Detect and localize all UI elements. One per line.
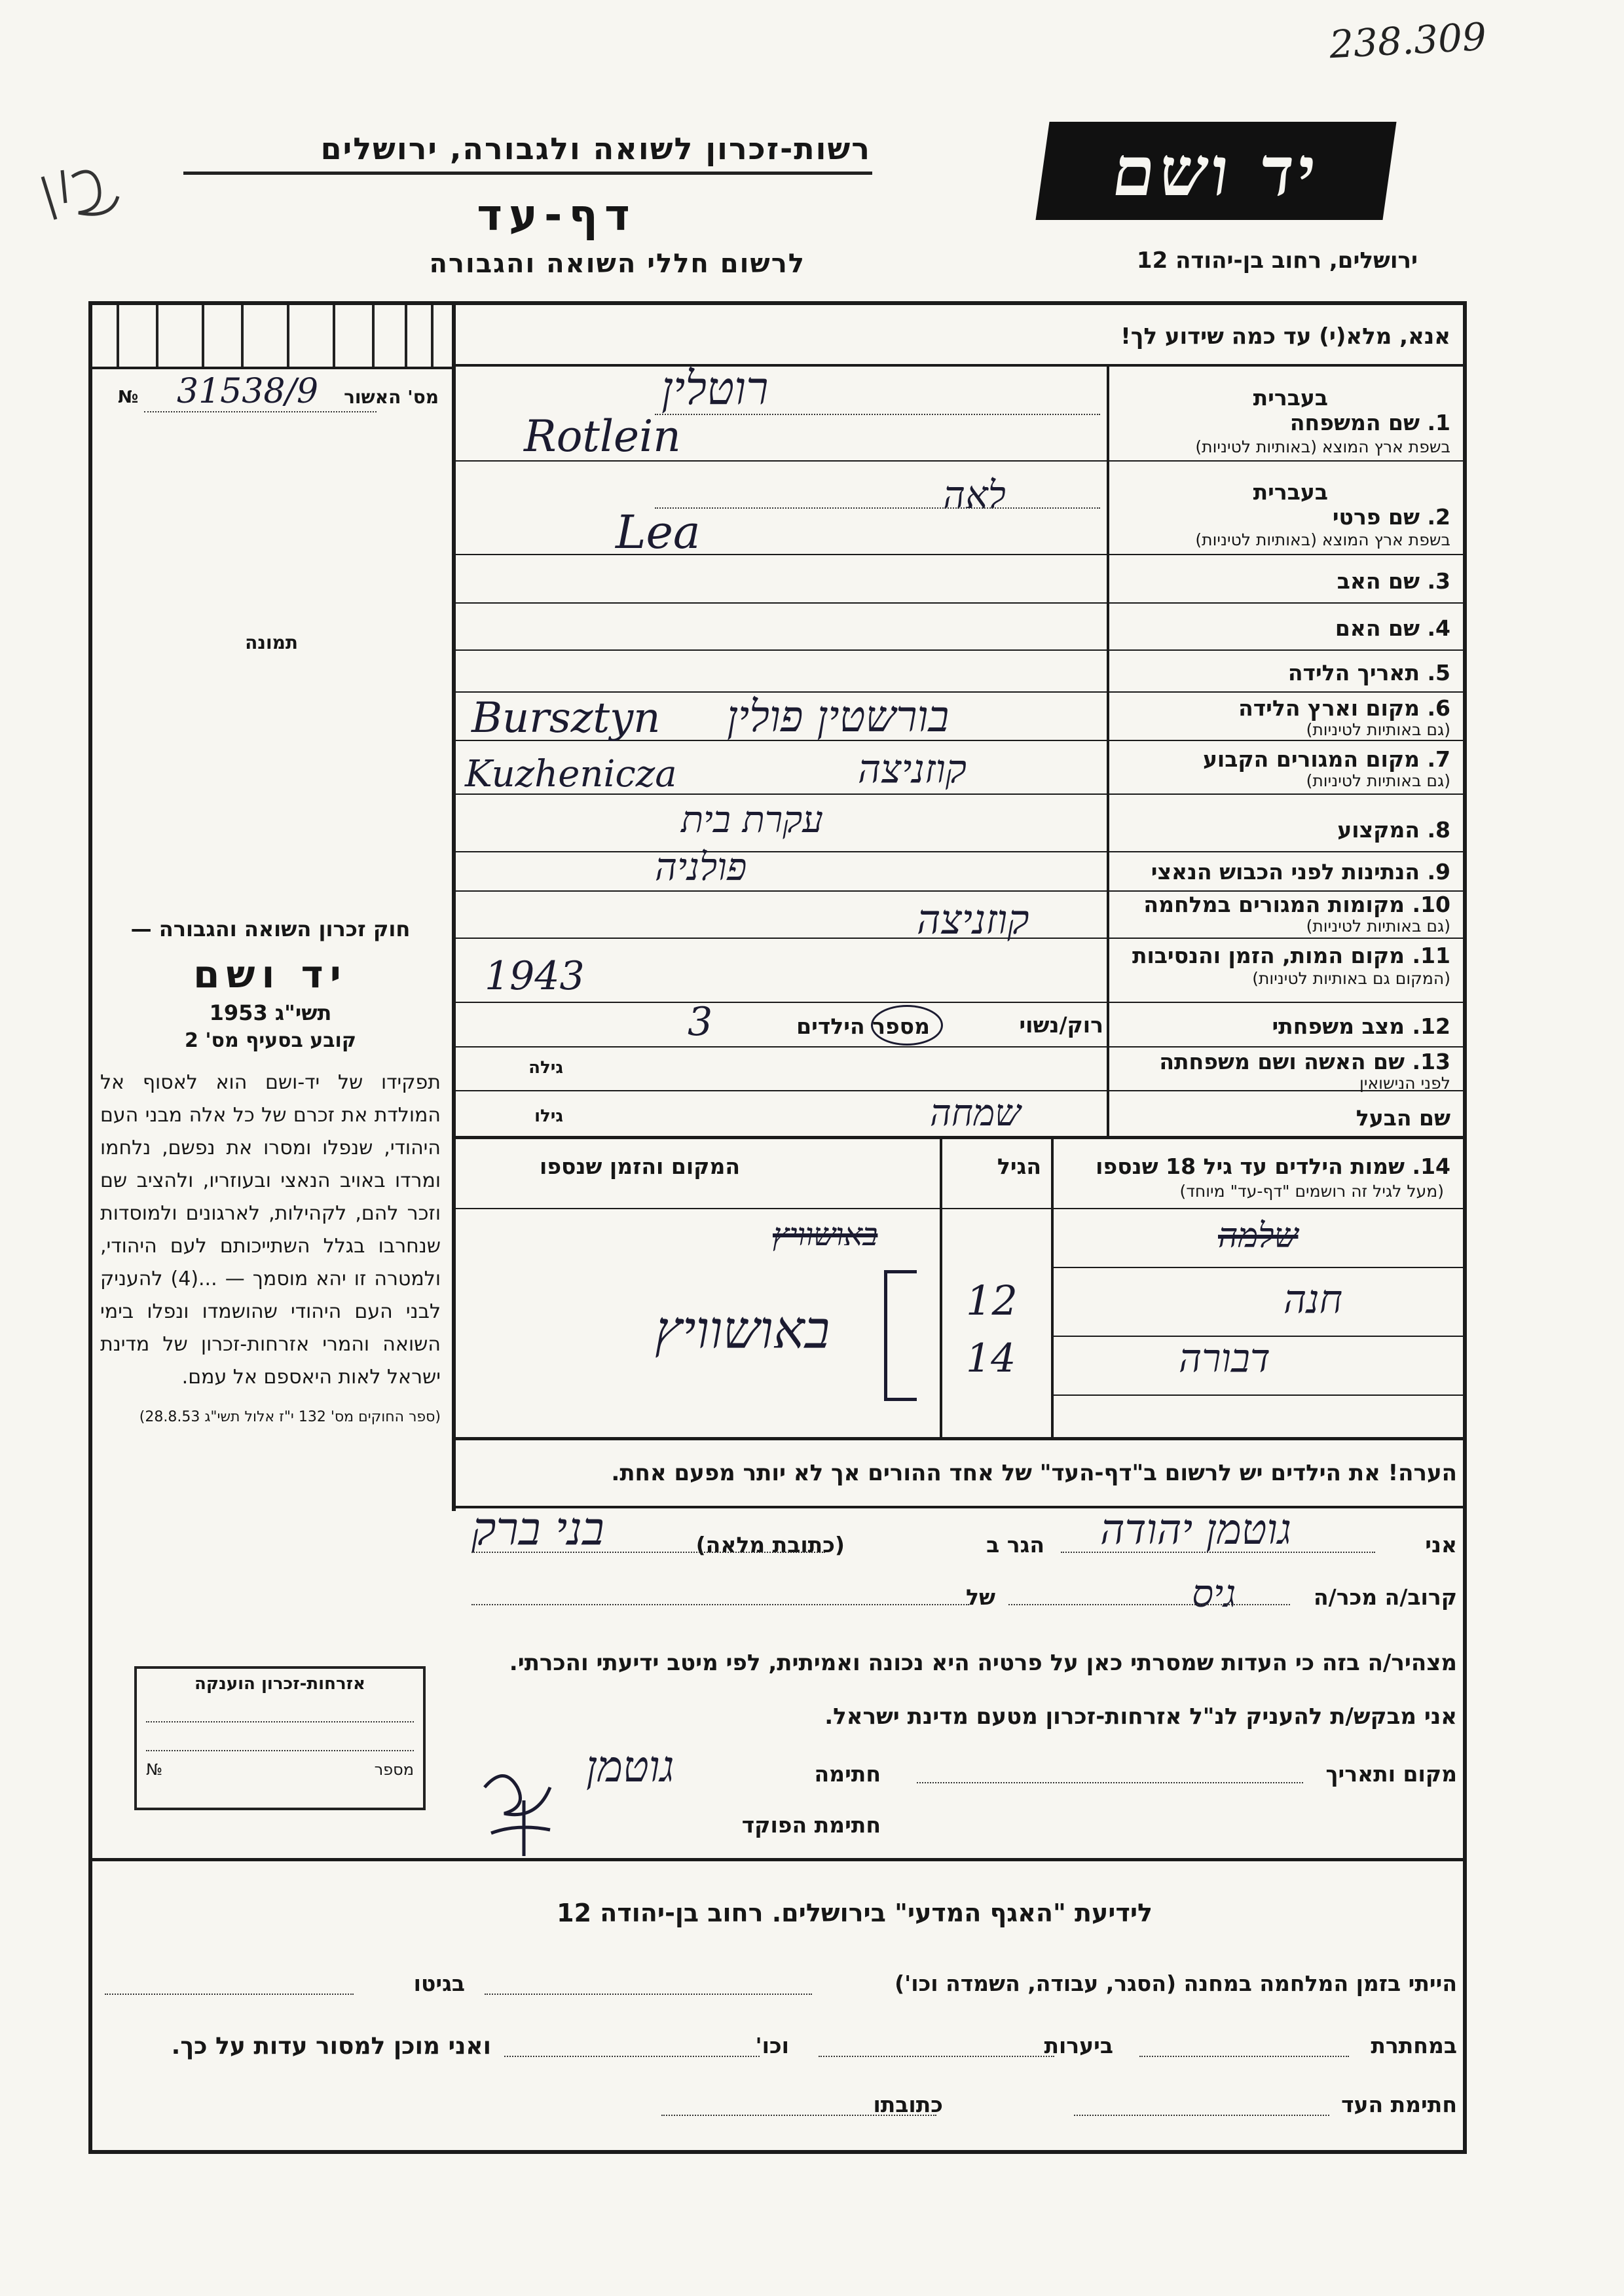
row-sep: [456, 691, 1464, 693]
law-section: קובע בסעיף מס' 2: [185, 1029, 356, 1052]
field-14-sub: (מעל לגיל זה רושמים "דף-עד" מיוחד): [1179, 1182, 1444, 1201]
field-2-hebrew-tag: בעברית: [1253, 479, 1328, 505]
field-1-hebrew-tag: בעברית: [1253, 385, 1328, 410]
label-column-divider: [1107, 364, 1109, 1138]
field-1-line: [655, 414, 1100, 415]
field-1-label: 1. שם המשפחה: [1289, 410, 1450, 435]
approval-no-sign: №: [118, 388, 139, 407]
children-row-sep: [1054, 1267, 1464, 1268]
field-11-value[interactable]: 1943: [485, 953, 585, 999]
children-row-sep: [456, 1208, 940, 1209]
field-10-label: 10. מקומות המגורים במלחמה: [1143, 892, 1450, 917]
footer-line3-a: חתימת העד: [1341, 2092, 1457, 2117]
approval-label: מס' האשור: [344, 386, 439, 408]
crossed-child-place: באושוויץ: [773, 1216, 878, 1253]
witness-of-line: [471, 1604, 969, 1605]
row-sep: [456, 1002, 1464, 1003]
witness-resides-label: הגר ב: [986, 1532, 1044, 1558]
stamp-number-label: מספר: [374, 1760, 414, 1779]
footer-line1-b-dots: [105, 1994, 354, 1995]
children-top-rule: [452, 1136, 1464, 1139]
field-6-hebrew-value[interactable]: בורשטין פולין: [727, 691, 950, 742]
footer-line2-a: במחתרת: [1371, 2033, 1457, 2058]
crossed-child-name: שלמה: [1218, 1216, 1299, 1256]
row-sep: [456, 554, 1464, 555]
children-place-header: המקום והזמן שנספו: [540, 1154, 740, 1179]
field-1-latin-value[interactable]: Rotlein: [524, 411, 681, 462]
photo-label: תמונה: [245, 632, 298, 653]
approval-value: 31538/9: [177, 372, 319, 411]
field-7-hebrew-value[interactable]: קוזניצה: [858, 746, 967, 792]
husband-label: שם הבעל: [1356, 1105, 1450, 1131]
wife-age-label: גילה: [528, 1058, 563, 1078]
footer-line2-a-dots: [1139, 2056, 1349, 2057]
law-block: [94, 917, 447, 1428]
witness-address-line: [471, 1552, 825, 1553]
form-title: דף-עד: [477, 190, 637, 240]
witness-request: אני מבקש/ת להעניק לנ"ל אזרחות-זכרון מטעם מדינת ישראל.: [824, 1704, 1457, 1730]
field-8-value[interactable]: עקרת בית: [681, 799, 823, 841]
form-subtitle: לרשום חללי השואה והגבורה: [429, 249, 805, 279]
field-12-label: 12. מצב משפחתי: [1272, 1013, 1450, 1039]
field-7-latin-value[interactable]: Kuzhenicza: [465, 753, 677, 795]
approval-line: [144, 411, 377, 412]
field-9-label: 9. הנתינות לפני הכבוש הנאצי: [1151, 859, 1450, 884]
field-8-label: 8. המקצוע: [1337, 817, 1450, 843]
number-ticks: [111, 305, 439, 367]
children-note: הערה! את הילדים יש לרשום ב"דף-העד" של אחד ההורים אך לא יותר מפעם אחת.: [611, 1460, 1457, 1486]
stamp-number-sign: №: [146, 1760, 162, 1779]
archive-scribble: [33, 157, 124, 229]
footer-line2-d: ואני מוכן למסור עדות על כך.: [171, 2033, 491, 2060]
field-6-latin-value[interactable]: Bursztyn: [471, 694, 661, 742]
field-2-sub: בשפת ארץ המוצא (באותיות לטיניות): [1195, 530, 1450, 549]
witness-declaration: מצהיר/ה בזה כי העדות שמסרתי כאן על פרטיה היא נכונה ואמיתית, לפי מיטב ידיעתי והכרתי.: [509, 1650, 1457, 1676]
stamp-line: [146, 1722, 414, 1751]
field-1-sub: בשפת ארץ המוצא (באותיות לטיניות): [1195, 437, 1450, 456]
footer-line1-b: בגיטו: [413, 1971, 465, 1996]
field-1-hebrew-value[interactable]: רוטלין: [661, 361, 769, 415]
authority-title: רשות-זכרון לשואה ולגבורה, ירושלים: [320, 131, 871, 166]
children-count-value[interactable]: 3: [688, 999, 713, 1045]
law-year: תשי"ג 1953: [209, 1000, 332, 1025]
footer-line2-c: וכו': [755, 2033, 789, 2058]
law-reference: (ספר החוקים מס' 132 י"ז אלול תשי"ג 28.8.53): [139, 1409, 441, 1425]
row-sep: [456, 602, 1464, 604]
field-6-sub: (גם באותיות לטיניות): [1306, 720, 1450, 739]
footer-title: לידיעת "האגף המדעי" בירושלים. רחוב בן-יהודה 12: [557, 1899, 1153, 1927]
row-sep: [456, 1090, 1464, 1091]
field-2-latin-value[interactable]: Lea: [616, 505, 701, 559]
field-11-sub: (המקום גם באותיות לטיניות): [1252, 969, 1450, 988]
row-sep: [456, 851, 1464, 852]
form-intro: אנא, מלא(י) עד כמה שידוע לך!: [1120, 323, 1450, 350]
signature-value[interactable]: גוטמן: [586, 1741, 674, 1792]
footer-line2-c-dots: [504, 2056, 760, 2057]
place-date-label: מקום ותאריך: [1325, 1761, 1457, 1787]
child-2-name[interactable]: דבורה: [1179, 1336, 1270, 1381]
footer-line2-b: ביערות: [1044, 2033, 1113, 2058]
field-11-label: 11. מקום המות, הזמן והנסיבות: [1132, 943, 1450, 968]
field-3-label: 3. שם האב: [1337, 568, 1450, 594]
law-name: יד ושם: [193, 952, 348, 996]
row-sep: [456, 649, 1464, 651]
children-col-divider: [1051, 1139, 1054, 1437]
footer-rule: [92, 1858, 1464, 1861]
footer-line2-b-dots: [819, 2056, 1054, 2057]
field-10-sub: (גם באותיות לטיניות): [1306, 917, 1450, 936]
field-10-value[interactable]: קוזניצה: [917, 896, 1029, 943]
children-row-sep: [942, 1208, 1051, 1209]
field-7-sub: (גם באותיות לטיניות): [1306, 771, 1450, 790]
witness-of-label: של: [966, 1584, 995, 1610]
children-age-header: הגיל: [997, 1154, 1041, 1179]
row-sep: [456, 1046, 1464, 1048]
child-place-value[interactable]: באושוויץ: [655, 1300, 830, 1360]
footer-line3-a-dots: [1074, 2115, 1329, 2116]
witness-address-value[interactable]: בני ברק: [471, 1502, 604, 1556]
child-1-name[interactable]: חנה: [1283, 1277, 1343, 1322]
child-place-bracket: [884, 1270, 917, 1401]
husband-value[interactable]: שמחה: [930, 1092, 1021, 1135]
citizenship-stamp-box: [134, 1666, 426, 1810]
signature-label: חתימה: [814, 1761, 881, 1787]
sidebar-divider: [452, 305, 456, 1511]
corner-number: 238.309: [1328, 14, 1488, 67]
field-2-label: 2. שם פרטי: [1332, 504, 1450, 530]
signature-flourish: [478, 1761, 563, 1859]
footer-line1-dots: [485, 1994, 812, 1995]
place-date-line: [917, 1782, 1303, 1783]
header-rule: [183, 172, 872, 175]
note-top-rule: [452, 1437, 1464, 1440]
footer-line3-b: כתובתו: [873, 2092, 943, 2117]
footer-line3-b-dots: [661, 2115, 936, 2116]
field-14-label: 14. שמות הילדים עד גיל 18 שנספו: [1096, 1154, 1450, 1179]
intro-rule: [452, 364, 1464, 367]
husband-age-label: גילו: [534, 1106, 563, 1126]
witness-relative-label: קרוב/ה מכר/ה: [1314, 1584, 1457, 1610]
field-2-line: [655, 507, 1100, 509]
marital-status-options[interactable]: רוק/נשוי: [1019, 1012, 1103, 1038]
field-6-label: 6. מקום וארץ הלידה: [1238, 695, 1450, 721]
witness-relative-value[interactable]: גיס: [1192, 1571, 1236, 1616]
children-row-sep: [1054, 1394, 1464, 1396]
child-2-age[interactable]: 14: [966, 1336, 1016, 1381]
children-col-divider: [940, 1139, 942, 1437]
yad-vashem-logo: יד ושם: [1035, 122, 1396, 220]
field-4-label: 4. שם האם: [1335, 615, 1450, 641]
witness-ani-label: אני: [1425, 1532, 1457, 1558]
officer-signature-label: חתימת הפוקד: [741, 1812, 881, 1838]
witness-relative-line: [1008, 1604, 1290, 1605]
field-9-value[interactable]: פולניה: [655, 845, 747, 889]
law-title: חוק זכרון השואה והגבורה —: [130, 917, 411, 941]
witness-ani-value[interactable]: גוטמן יהודה: [1100, 1506, 1291, 1554]
field-5-label: 5. תאריך הלידה: [1287, 660, 1450, 685]
field-13-label: 13. שם האשה ושם משפחתה: [1159, 1049, 1450, 1074]
stamp-title: אזרחות-זכרון הוענקה: [194, 1674, 365, 1694]
footer-line1-a: הייתי בזמן המלחמה במחנה (הסגר, עבודה, השמדה וכו'): [895, 1971, 1457, 1996]
field-2-hebrew-value[interactable]: לאה: [943, 473, 1006, 517]
field-7-label: 7. מקום המגורים הקבוע: [1202, 746, 1450, 772]
stamp-line: [146, 1694, 414, 1722]
yad-vashem-address: ירושלים, רחוב בן-יהודה 12: [1136, 247, 1418, 274]
sidebar-tick-base: [92, 367, 456, 369]
children-row-sep: [1054, 1208, 1464, 1209]
field-13-sub: לפני הנישואין: [1359, 1074, 1450, 1093]
child-1-age[interactable]: 12: [966, 1277, 1018, 1324]
law-text: תפקידו של יד-ושם הוא לאסוף אל המולדת את זכרם של כל אלה מבני העם היהודי, שנפלו ומסרו את נפשם, נלחמו ומרדו באויב הנאצי ובעוזריו, ולהציב שם וזכר להם, לקהילות, לארגונים ולמוסדות שנחרבו בגלל השתייכותם לעם היהודי, ולמטרה זו יהא מוסמך — ...(4) להעניק לבני העם היהודי שהושמדו ונפלו בימי השואה והמרי אזרחות-זכרון של מדינת ישראל לאות היאספם אל עמם.: [100, 1071, 441, 1389]
witness-address-label: (כתובת מלאה): [695, 1532, 845, 1558]
children-count-label: מספר הילדים: [796, 1013, 930, 1039]
